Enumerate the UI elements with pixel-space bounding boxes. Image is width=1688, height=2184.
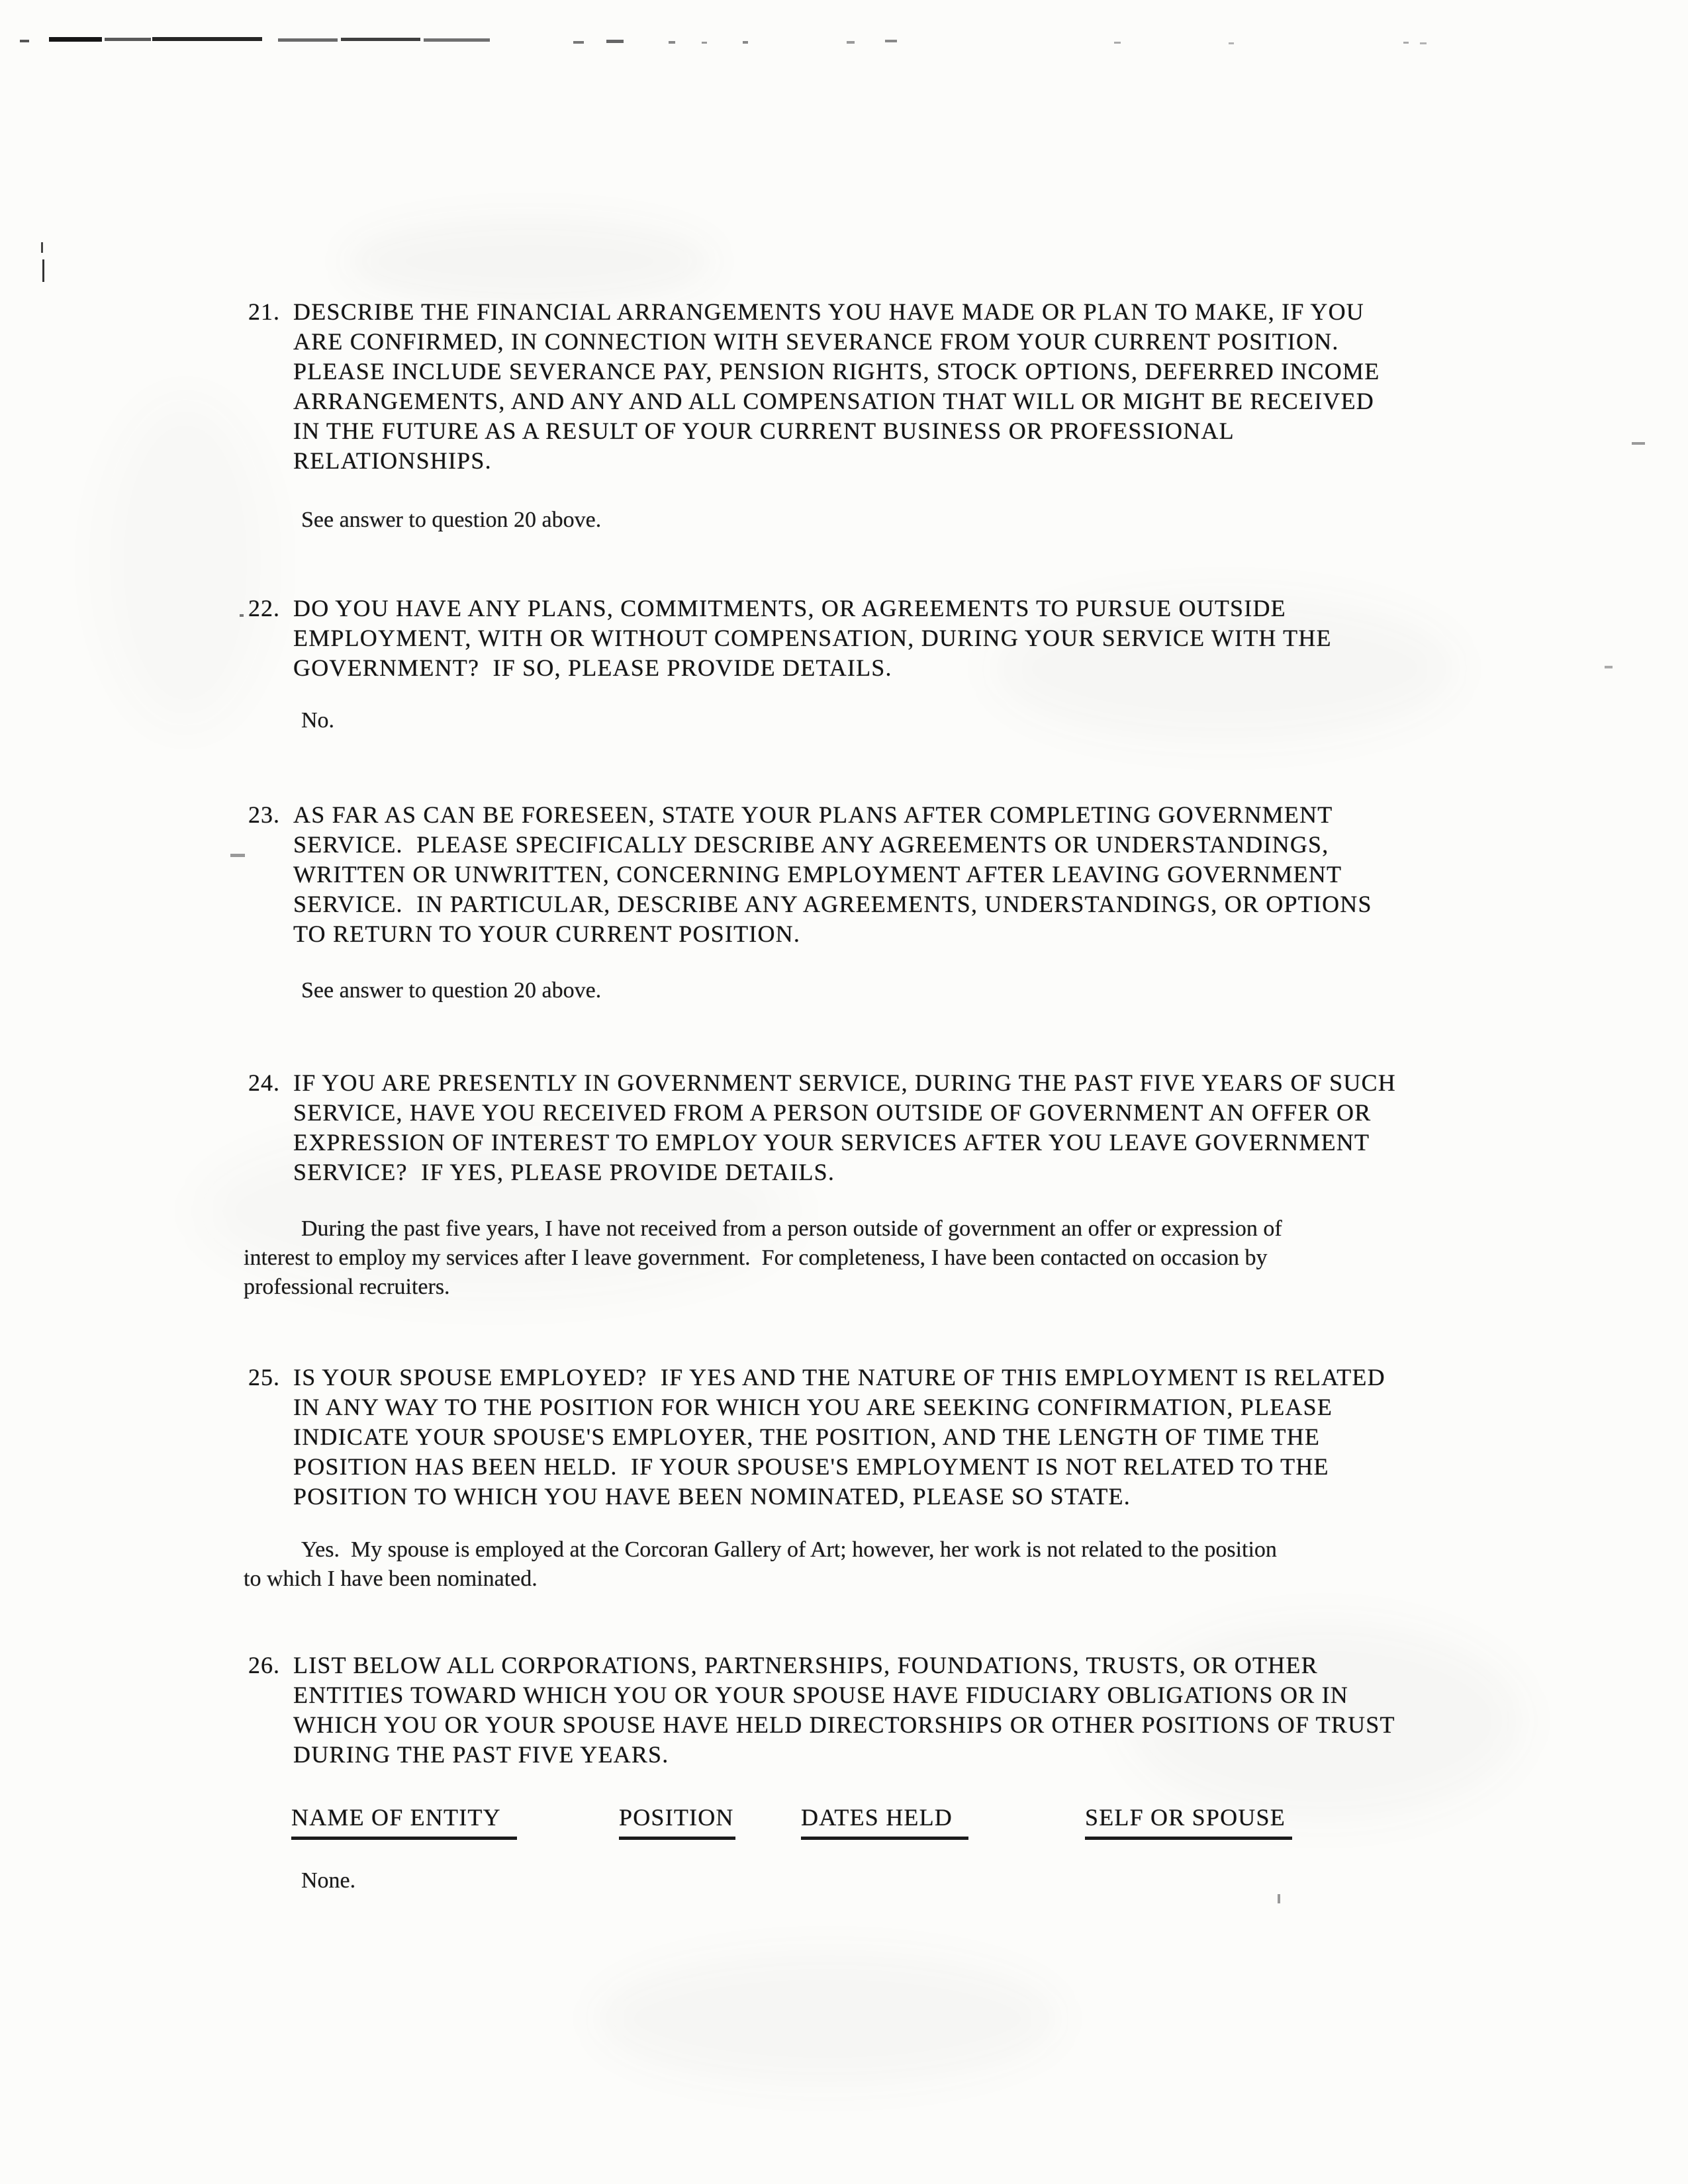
scan-artifact-dot (606, 40, 624, 43)
scan-artifact-dot (669, 41, 675, 44)
scan-smudge (99, 397, 271, 728)
scan-artifact-dot (885, 40, 897, 42)
scan-artifact-line (20, 40, 29, 42)
answer-26-text: None. (301, 1868, 356, 1893)
answer-25-line: Yes. My spouse is employed at the Corcoran Gallery of Art; however, her work is not related to the position (301, 1537, 1277, 1562)
question-23-number: 23. (248, 801, 280, 828)
question-23-line: AS FAR AS CAN BE FORESEEN, STATE YOUR PLANS AFTER COMPLETING GOVERNMENT (293, 801, 1333, 828)
table-header-self-or-spouse: SELF OR SPOUSE (1085, 1803, 1292, 1840)
question-21-line: DESCRIBE THE FINANCIAL ARRANGEMENTS YOU HAVE MADE OR PLAN TO MAKE, IF YOU (293, 298, 1365, 325)
scan-artifact-line (341, 38, 420, 41)
question-23-line: SERVICE. PLEASE SPECIFICALLY DESCRIBE ANY AGREEMENTS OR UNDERSTANDINGS, (293, 831, 1329, 858)
question-23-line: SERVICE. IN PARTICULAR, DESCRIBE ANY AGREEMENTS, UNDERSTANDINGS, OR OPTIONS (293, 891, 1372, 917)
question-26-line: LIST BELOW ALL CORPORATIONS, PARTNERSHIPS, FOUNDATIONS, TRUSTS, OR OTHER (293, 1652, 1318, 1678)
answer-24 (244, 1214, 1282, 1302)
scan-artifact-dot (1229, 42, 1234, 44)
question-22 (248, 594, 1479, 683)
question-22-number: 22. (248, 595, 280, 621)
question-21-line: ARE CONFIRMED, IN CONNECTION WITH SEVERANCE FROM YOUR CURRENT POSITION. (293, 328, 1339, 355)
question-26-line: WHICH YOU OR YOUR SPOUSE HAVE HELD DIRECTORSHIPS OR OTHER POSITIONS OF TRUST (293, 1711, 1395, 1738)
scan-artifact-line (152, 37, 262, 41)
question-25-line: POSITION HAS BEEN HELD. IF YOUR SPOUSE'S EMPLOYMENT IS NOT RELATED TO THE (293, 1453, 1329, 1480)
scan-smudge (596, 1952, 1059, 2085)
table-header-dates-held: DATES HELD (801, 1803, 968, 1840)
question-25 (248, 1363, 1479, 1512)
answer-24-line: professional recruiters. (244, 1275, 450, 1299)
scan-artifact-dot (702, 42, 707, 44)
question-23 (248, 800, 1479, 949)
answer-25 (244, 1535, 1277, 1594)
table-header-name-of-entity: NAME OF ENTITY (291, 1803, 517, 1840)
scan-artifact-dot (743, 41, 748, 44)
question-24 (248, 1068, 1479, 1187)
answer-21-text: See answer to question 20 above. (301, 508, 602, 532)
question-25-number: 25. (248, 1364, 280, 1390)
question-22-line: GOVERNMENT? IF SO, PLEASE PROVIDE DETAILS. (293, 655, 892, 681)
scan-smudge (344, 218, 715, 304)
answer-21 (301, 506, 601, 535)
question-24-number: 24. (248, 1069, 280, 1096)
answer-26 (301, 1866, 355, 1895)
answer-23-text: See answer to question 20 above. (301, 978, 602, 1003)
scan-artifact-dot (1403, 42, 1409, 44)
scan-artifact-dot (847, 41, 855, 44)
question-23-line: WRITTEN OR UNWRITTEN, CONCERNING EMPLOYMENT AFTER LEAVING GOVERNMENT (293, 861, 1342, 887)
question-21-line: PLEASE INCLUDE SEVERANCE PAY, PENSION RIGHTS, STOCK OPTIONS, DEFERRED INCOME (293, 358, 1380, 385)
scan-artifact-line (424, 38, 490, 42)
question-23-line: TO RETURN TO YOUR CURRENT POSITION. (293, 921, 801, 947)
scan-speck (1605, 666, 1613, 668)
scan-speck (1632, 442, 1645, 445)
question-24-line: IF YOU ARE PRESENTLY IN GOVERNMENT SERVICE, DURING THE PAST FIVE YEARS OF SUCH (293, 1069, 1396, 1096)
answer-22 (301, 706, 334, 735)
answer-25-line: to which I have been nominated. (244, 1567, 538, 1591)
answer-23 (301, 976, 601, 1005)
question-24-line: EXPRESSION OF INTEREST TO EMPLOY YOUR SERVICES AFTER YOU LEAVE GOVERNMENT (293, 1129, 1370, 1156)
question-21-line: RELATIONSHIPS. (293, 447, 492, 474)
question-26-line: ENTITIES TOWARD WHICH YOU OR YOUR SPOUSE HAVE FIDUCIARY OBLIGATIONS OR IN (293, 1682, 1348, 1708)
scan-speck (240, 614, 244, 617)
scan-speck (230, 854, 245, 857)
answer-22-text: No. (301, 708, 335, 733)
question-22-line: DO YOU HAVE ANY PLANS, COMMITMENTS, OR AGREEMENTS TO PURSUE OUTSIDE (293, 595, 1286, 621)
scan-artifact-dot (1420, 42, 1427, 44)
question-21-number: 21. (248, 298, 280, 325)
question-26-number: 26. (248, 1652, 280, 1678)
question-24-line: SERVICE? IF YES, PLEASE PROVIDE DETAILS. (293, 1159, 835, 1185)
scan-artifact-dot (573, 41, 584, 44)
question-21-line: IN THE FUTURE AS A RESULT OF YOUR CURRENT BUSINESS OR PROFESSIONAL (293, 418, 1235, 444)
scan-speck (1278, 1894, 1280, 1903)
scan-artifact-line (49, 37, 102, 42)
question-21-line: ARRANGEMENTS, AND ANY AND ALL COMPENSATION THAT WILL OR MIGHT BE RECEIVED (293, 388, 1374, 414)
answer-24-line: interest to employ my services after I leave government. For completeness, I have been contacted on occasion by (244, 1246, 1268, 1270)
scan-artifact-line (105, 38, 151, 41)
question-24-line: SERVICE, HAVE YOU RECEIVED FROM A PERSON OUTSIDE OF GOVERNMENT AN OFFER OR (293, 1099, 1372, 1126)
question-25-line: IN ANY WAY TO THE POSITION FOR WHICH YOU ARE SEEKING CONFIRMATION, PLEASE (293, 1394, 1333, 1420)
question-25-line: INDICATE YOUR SPOUSE'S EMPLOYER, THE POSITION, AND THE LENGTH OF TIME THE (293, 1424, 1321, 1450)
margin-tick (41, 242, 43, 253)
question-26-line: DURING THE PAST FIVE YEARS. (293, 1741, 669, 1768)
scan-artifact-line (278, 38, 338, 42)
scan-artifact-dot (1114, 42, 1121, 44)
margin-tick (42, 259, 44, 282)
question-22-line: EMPLOYMENT, WITH OR WITHOUT COMPENSATION, DURING YOUR SERVICE WITH THE (293, 625, 1332, 651)
answer-24-line: During the past five years, I have not received from a person outside of government an offer or expression of (301, 1216, 1282, 1241)
question-25-line: IS YOUR SPOUSE EMPLOYED? IF YES AND THE NATURE OF THIS EMPLOYMENT IS RELATED (293, 1364, 1385, 1390)
question-21 (248, 297, 1479, 476)
question-25-line: POSITION TO WHICH YOU HAVE BEEN NOMINATED, PLEASE SO STATE. (293, 1483, 1131, 1510)
table-header-position: POSITION (619, 1803, 735, 1840)
question-26 (248, 1651, 1479, 1770)
